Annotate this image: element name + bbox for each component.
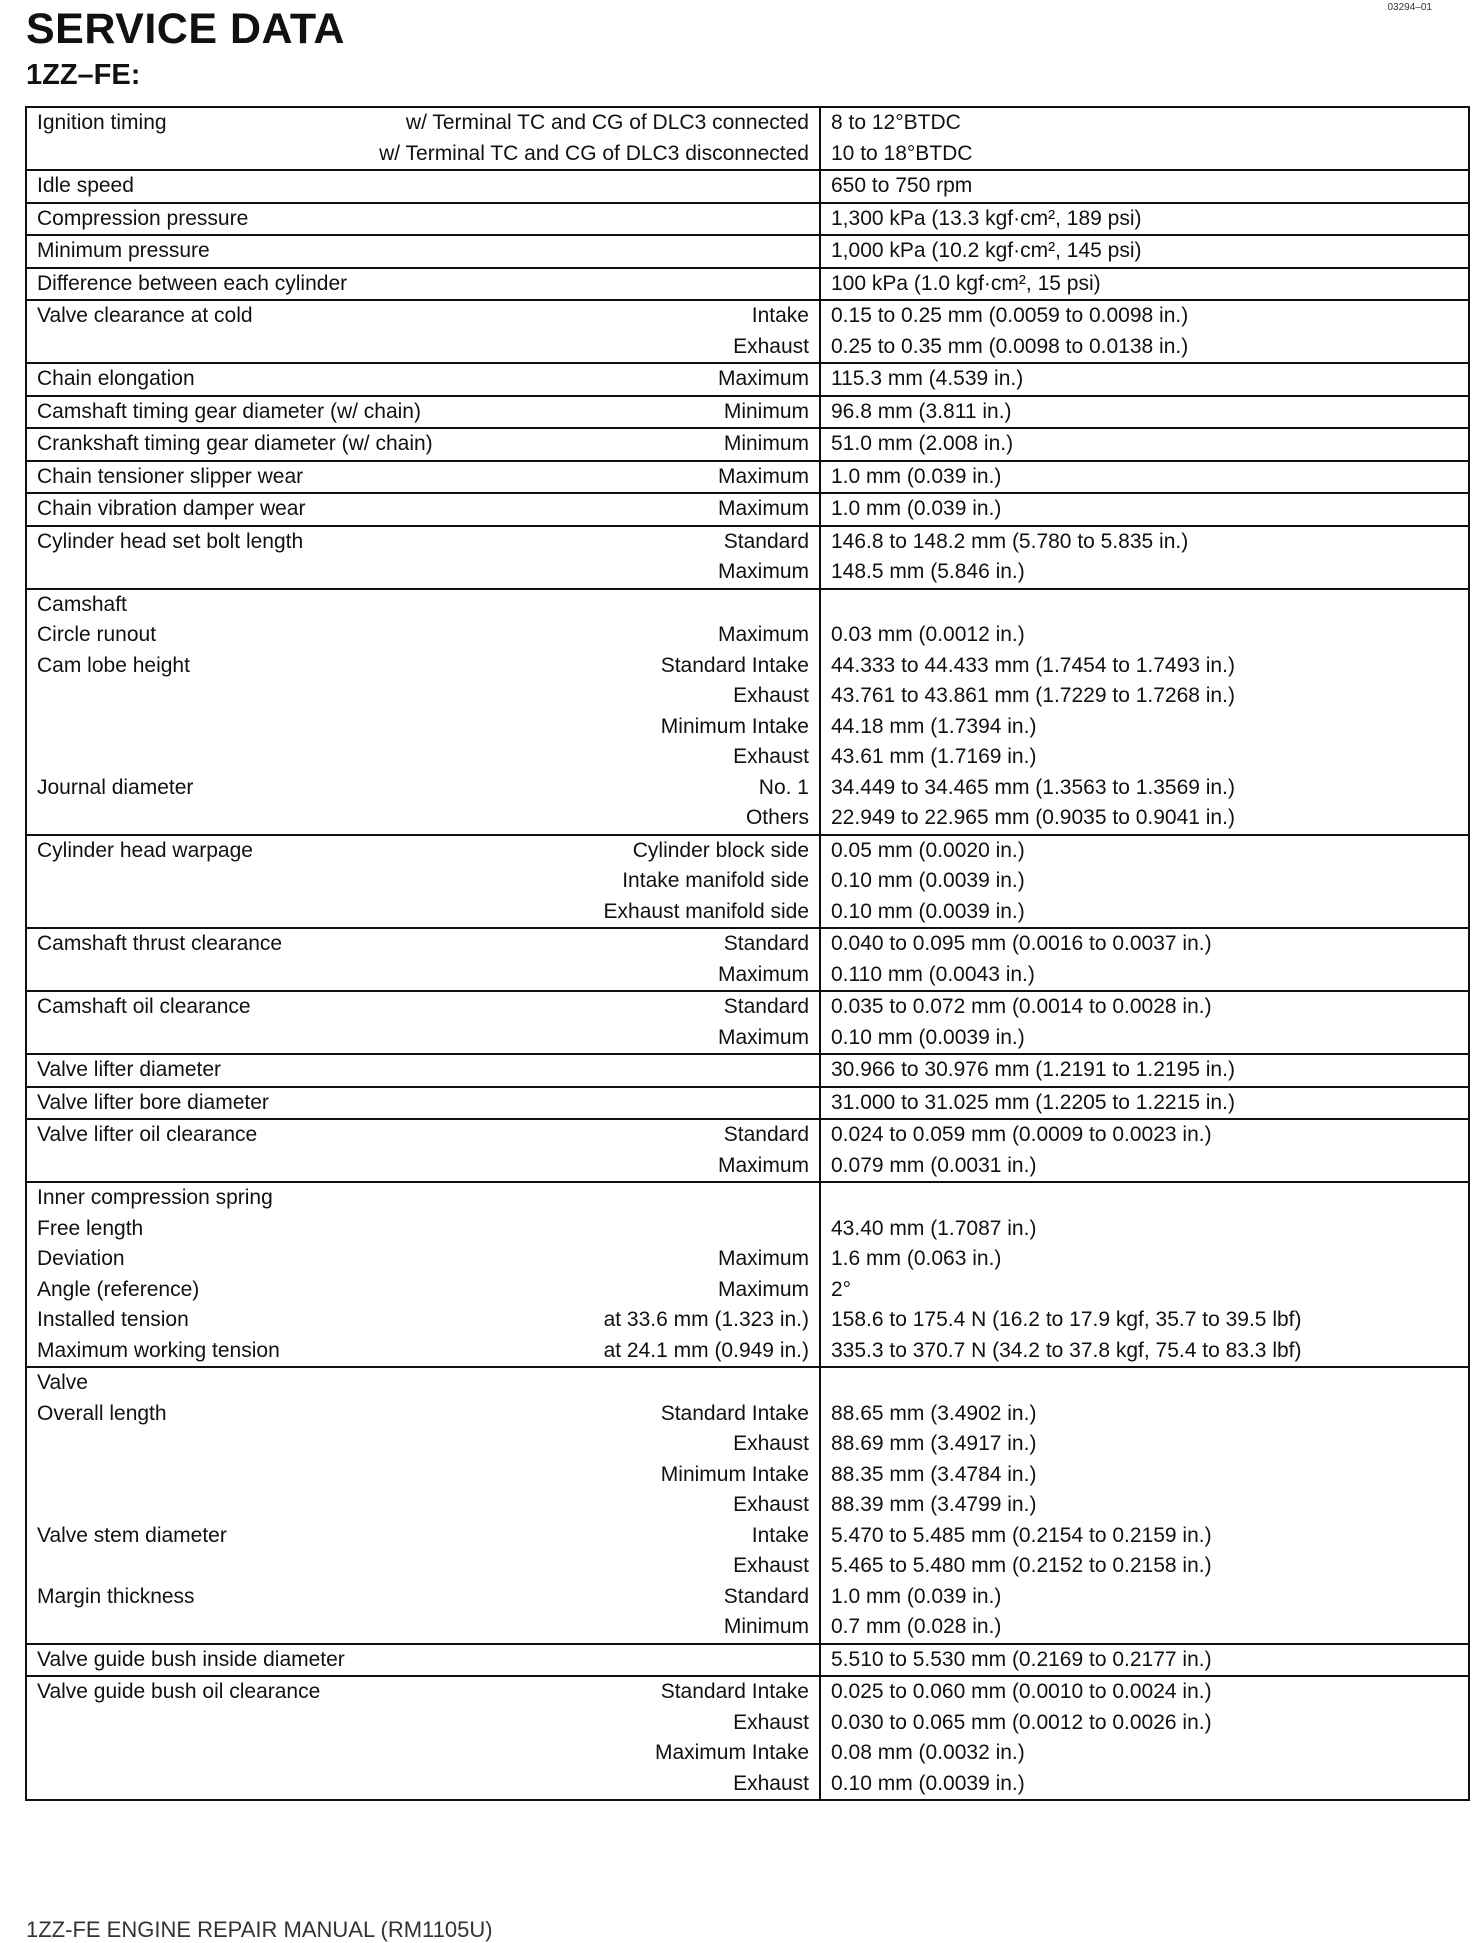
spec-condition: Intake manifold side (622, 869, 809, 892)
spec-value: 1.6 mm (0.063 in.) (831, 1247, 1002, 1270)
spec-value (831, 1183, 1458, 1214)
spec-item-cell (26, 107, 820, 170)
spec-value-cell (820, 1182, 1469, 1367)
spec-label: Maximum working tension (37, 1338, 280, 1362)
spec-value: 44.18 mm (1.7394 in.) (831, 714, 1037, 738)
spec-line (37, 742, 809, 773)
spec-condition: Maximum (717, 560, 809, 583)
spec-condition: at 33.6 mm (1.323 in.) (603, 1308, 809, 1331)
spec-value-cell (820, 203, 1469, 236)
spec-value: 0.7 mm (0.028 in.) (831, 1615, 1002, 1638)
spec-line (37, 1429, 809, 1460)
spec-row (26, 396, 1469, 429)
spec-condition: Intake (751, 304, 809, 327)
spec-row (26, 928, 1469, 991)
spec-line (37, 204, 809, 235)
spec-line (37, 803, 809, 834)
spec-value: 5.465 to 5.480 mm (0.2152 to 0.2158 in.) (831, 1554, 1212, 1577)
spec-value: 34.449 to 34.465 mm (1.3563 to 1.3569 in.) (831, 775, 1235, 799)
spec-condition: Minimum (723, 1615, 809, 1638)
spec-label: Valve stem diameter (37, 1523, 227, 1547)
spec-label: Chain elongation (37, 367, 195, 390)
spec-label: Camshaft timing gear diameter (w/ chain) (37, 399, 421, 423)
spec-condition: Maximum (717, 464, 809, 488)
spec-label: Valve lifter diameter (37, 1058, 222, 1081)
spec-value-cell (820, 1119, 1469, 1182)
spec-value: 8 to 12°BTDC (831, 111, 961, 134)
spec-value-cell (820, 1054, 1469, 1087)
spec-item-cell (26, 1054, 820, 1087)
spec-value-cell (820, 235, 1469, 268)
spec-condition: Exhaust (733, 1771, 809, 1795)
spec-line (37, 1399, 809, 1430)
spec-label: Cylinder head warpage (37, 838, 253, 862)
spec-value: 0.10 mm (0.0039 in.) (831, 869, 1025, 892)
spec-value-cell (820, 1367, 1469, 1644)
spec-label: Overall length (37, 1401, 167, 1425)
spec-label: Crankshaft timing gear diameter (w/ chain) (37, 432, 433, 455)
spec-item-cell (26, 1676, 820, 1800)
spec-condition: Maximum (717, 497, 809, 520)
spec-item-cell (26, 589, 820, 835)
spec-label: Cam lobe height (37, 653, 190, 677)
spec-value: 0.10 mm (0.0039 in.) (831, 1025, 1025, 1049)
spec-value: 88.35 mm (3.4784 in.) (831, 1462, 1037, 1486)
spec-condition: at 24.1 mm (0.949 in.) (603, 1338, 809, 1362)
spec-condition: Standard Intake (660, 653, 809, 677)
spec-condition: w/ Terminal TC and CG of DLC3 disconnected (379, 141, 809, 165)
spec-value: 0.25 to 0.35 mm (0.0098 to 0.0138 in.) (831, 334, 1189, 358)
spec-label: Chain tensioner slipper wear (37, 464, 304, 488)
spec-condition: Minimum (723, 432, 809, 455)
spec-condition: Minimum Intake (660, 1462, 809, 1486)
spec-condition: Exhaust (733, 745, 809, 768)
spec-value: 0.10 mm (0.0039 in.) (831, 899, 1025, 923)
spec-condition: Maximum (717, 623, 809, 646)
spec-line (37, 236, 809, 267)
spec-value: 158.6 to 175.4 N (16.2 to 17.9 kgf, 35.7 to 39.5 lbf) (831, 1308, 1302, 1331)
spec-value: 0.025 to 0.060 mm (0.0010 to 0.0024 in.) (831, 1680, 1212, 1703)
spec-value-cell (820, 589, 1469, 835)
spec-value: 0.024 to 0.059 mm (0.0009 to 0.0023 in.) (831, 1123, 1212, 1146)
spec-row (26, 835, 1469, 929)
spec-item-cell (26, 1182, 820, 1367)
spec-label: Camshaft thrust clearance (37, 932, 283, 955)
spec-value-cell (820, 835, 1469, 929)
spec-value: 0.05 mm (0.0020 in.) (831, 838, 1025, 862)
page-footer: 1ZZ-FE ENGINE REPAIR MANUAL (RM1105U) (26, 1917, 493, 1942)
spec-row (26, 991, 1469, 1054)
spec-item-cell (26, 461, 820, 494)
spec-line (37, 1244, 809, 1275)
spec-item-cell (26, 170, 820, 203)
spec-condition: Maximum (717, 1277, 809, 1301)
spec-condition: Minimum Intake (660, 714, 809, 738)
spec-line (37, 992, 809, 1023)
spec-label: Valve guide bush oil clearance (37, 1680, 321, 1703)
spec-row (26, 1119, 1469, 1182)
spec-condition: Minimum (723, 399, 809, 423)
spec-value-cell (820, 991, 1469, 1054)
page-title: SERVICE DATA (26, 5, 345, 53)
spec-condition: Exhaust (733, 684, 809, 707)
spec-row (26, 170, 1469, 203)
spec-line (37, 681, 809, 712)
spec-row (26, 300, 1469, 363)
spec-line (37, 1521, 809, 1552)
spec-line (37, 301, 809, 332)
spec-condition: Standard (723, 995, 809, 1018)
spec-value: 0.110 mm (0.0043 in.) (831, 962, 1035, 986)
spec-row (26, 268, 1469, 301)
spec-line (37, 1769, 809, 1800)
spec-line (37, 108, 809, 139)
spec-line (37, 773, 809, 804)
spec-line (37, 364, 809, 395)
spec-value: 10 to 18°BTDC (831, 141, 973, 165)
spec-value: 22.949 to 22.965 mm (0.9035 to 0.9041 in.) (831, 806, 1235, 829)
spec-condition: Cylinder block side (632, 838, 809, 862)
spec-condition: Maximum (717, 1153, 809, 1177)
spec-value: 148.5 mm (5.846 in.) (831, 560, 1025, 583)
spec-value: 115.3 mm (4.539 in.) (831, 367, 1024, 390)
spec-row (26, 1676, 1469, 1800)
spec-value-cell (820, 526, 1469, 589)
spec-value: 1.0 mm (0.039 in.) (831, 1584, 1002, 1608)
spec-value: 100 kPa (1.0 kgf·cm², 15 psi) (831, 271, 1101, 295)
spec-value: 1,300 kPa (13.3 kgf·cm², 189 psi) (831, 206, 1142, 230)
spec-line (37, 1708, 809, 1739)
spec-row (26, 1054, 1469, 1087)
spec-value: 88.69 mm (3.4917 in.) (831, 1432, 1037, 1455)
spec-item-cell (26, 526, 820, 589)
spec-line (37, 1582, 809, 1613)
spec-line (37, 1120, 809, 1151)
spec-line (37, 960, 809, 991)
spec-value: 31.000 to 31.025 mm (1.2205 to 1.2215 in.) (831, 1090, 1235, 1114)
spec-condition: Exhaust (733, 1710, 809, 1734)
spec-item-cell (26, 1367, 820, 1644)
spec-line (37, 1460, 809, 1491)
spec-row (26, 461, 1469, 494)
spec-value: 5.510 to 5.530 mm (0.2169 to 0.2177 in.) (831, 1647, 1212, 1671)
spec-line (37, 1677, 809, 1708)
spec-value: 44.333 to 44.433 mm (1.7454 to 1.7493 in.) (831, 653, 1235, 677)
spec-condition: Maximum Intake (654, 1741, 809, 1764)
spec-value-cell (820, 170, 1469, 203)
spec-line (37, 1368, 809, 1399)
spec-value: 0.035 to 0.072 mm (0.0014 to 0.0028 in.) (831, 995, 1212, 1018)
spec-condition: Exhaust (733, 1554, 809, 1577)
spec-label: Camshaft oil clearance (37, 995, 251, 1018)
spec-label: Valve (37, 1371, 88, 1394)
spec-condition: Intake (751, 1523, 809, 1547)
spec-value (831, 1368, 1458, 1399)
spec-label: Journal diameter (37, 775, 194, 799)
spec-item-cell (26, 493, 820, 526)
spec-value-cell (820, 300, 1469, 363)
spec-value: 1,000 kPa (10.2 kgf·cm², 145 psi) (831, 239, 1142, 262)
spec-line (37, 1612, 809, 1643)
spec-row (26, 363, 1469, 396)
spec-label: Valve lifter oil clearance (37, 1123, 258, 1146)
spec-line (37, 139, 809, 170)
spec-value: 43.761 to 43.861 mm (1.7229 to 1.7268 in.) (831, 684, 1235, 707)
spec-line (37, 1305, 809, 1336)
spec-label: Difference between each cylinder (37, 271, 348, 295)
engine-subtitle: 1ZZ–FE: (26, 59, 141, 91)
spec-item-cell (26, 203, 820, 236)
spec-line (37, 1151, 809, 1182)
spec-condition: No. 1 (758, 775, 809, 799)
spec-line (37, 462, 809, 493)
spec-value: 88.39 mm (3.4799 in.) (831, 1493, 1037, 1516)
spec-value: 5.470 to 5.485 mm (0.2154 to 0.2159 in.) (831, 1523, 1212, 1547)
spec-condition: Maximum (717, 962, 809, 986)
spec-line (37, 836, 809, 867)
spec-label: Free length (37, 1216, 144, 1240)
spec-value: 43.61 mm (1.7169 in.) (831, 745, 1037, 768)
spec-row (26, 1644, 1469, 1677)
spec-line (37, 590, 809, 621)
spec-label: Margin thickness (37, 1584, 195, 1608)
spec-condition: Standard Intake (660, 1680, 809, 1703)
spec-line (37, 269, 809, 300)
spec-label: Cylinder head set bolt length (37, 529, 304, 553)
spec-label: Camshaft (37, 592, 127, 616)
spec-value-cell (820, 428, 1469, 461)
spec-line (37, 1055, 809, 1086)
spec-line (37, 1490, 809, 1521)
spec-value: 51.0 mm (2.008 in.) (831, 432, 1014, 455)
spec-row (26, 1367, 1469, 1644)
spec-value: 0.03 mm (0.0012 in.) (831, 623, 1025, 646)
spec-row (26, 107, 1469, 170)
spec-line (37, 1088, 809, 1119)
spec-line (37, 1183, 809, 1214)
spec-row (26, 589, 1469, 835)
spec-condition: Standard (723, 529, 809, 553)
spec-value-cell (820, 107, 1469, 170)
spec-line (37, 527, 809, 558)
spec-condition: Standard (723, 1123, 809, 1146)
spec-label: Valve lifter bore diameter (37, 1090, 269, 1114)
spec-value: 0.040 to 0.095 mm (0.0016 to 0.0037 in.) (831, 932, 1212, 955)
spec-label: Valve clearance at cold (37, 304, 253, 327)
spec-line (37, 620, 809, 651)
spec-line (37, 1275, 809, 1306)
document-id: 03294–01 (1387, 2, 1432, 13)
spec-line (37, 332, 809, 363)
spec-line (37, 866, 809, 897)
spec-value: 88.65 mm (3.4902 in.) (831, 1401, 1037, 1425)
spec-value: 650 to 750 rpm (831, 174, 973, 197)
spec-label: Compression pressure (37, 206, 249, 230)
spec-value: 335.3 to 370.7 N (34.2 to 37.8 kgf, 75.4 to 83.3 lbf) (831, 1338, 1302, 1362)
spec-condition: Others (745, 806, 809, 829)
spec-row (26, 235, 1469, 268)
spec-item-cell (26, 928, 820, 991)
spec-condition: Exhaust (733, 1493, 809, 1516)
spec-value: 0.030 to 0.065 mm (0.0012 to 0.0026 in.) (831, 1710, 1212, 1734)
spec-label: Inner compression spring (37, 1186, 273, 1209)
spec-row (26, 493, 1469, 526)
spec-item-cell (26, 428, 820, 461)
spec-condition: Maximum (717, 1025, 809, 1049)
spec-row (26, 1087, 1469, 1120)
spec-label: Valve guide bush inside diameter (37, 1647, 345, 1671)
spec-line (37, 651, 809, 682)
spec-line (37, 1214, 809, 1245)
spec-value: 43.40 mm (1.7087 in.) (831, 1216, 1037, 1240)
spec-value: 1.0 mm (0.039 in.) (831, 464, 1002, 488)
spec-value-cell (820, 493, 1469, 526)
spec-value: 0.08 mm (0.0032 in.) (831, 1741, 1025, 1764)
spec-item-cell (26, 268, 820, 301)
spec-item-cell (26, 991, 820, 1054)
service-data-table-body (26, 107, 1469, 1800)
spec-value-cell (820, 1644, 1469, 1677)
spec-label: Installed tension (37, 1308, 189, 1331)
spec-line (37, 429, 809, 460)
spec-item-cell (26, 300, 820, 363)
spec-value: 2° (831, 1277, 852, 1301)
spec-condition: Standard (723, 1584, 809, 1608)
spec-value: 0.10 mm (0.0039 in.) (831, 1771, 1025, 1795)
spec-condition: Exhaust (733, 334, 809, 358)
spec-value-cell (820, 1676, 1469, 1800)
spec-value: 0.079 mm (0.0031 in.) (831, 1153, 1037, 1177)
spec-condition: Exhaust (733, 1432, 809, 1455)
spec-line (37, 494, 809, 525)
spec-line (37, 397, 809, 428)
spec-item-cell (26, 835, 820, 929)
spec-label: Chain vibration damper wear (37, 497, 306, 520)
spec-item-cell (26, 1119, 820, 1182)
spec-value: 0.15 to 0.25 mm (0.0059 to 0.0098 in.) (831, 304, 1189, 327)
spec-row (26, 428, 1469, 461)
spec-condition: Maximum (717, 1247, 809, 1270)
spec-value: 1.0 mm (0.039 in.) (831, 497, 1002, 520)
spec-item-cell (26, 1644, 820, 1677)
spec-label: Deviation (37, 1247, 125, 1270)
spec-label: Ignition timing (37, 111, 167, 134)
spec-value-cell (820, 363, 1469, 396)
spec-line (37, 1023, 809, 1054)
spec-value-cell (820, 928, 1469, 991)
spec-condition: Maximum (717, 367, 809, 390)
spec-line (37, 1738, 809, 1769)
spec-row (26, 1182, 1469, 1367)
spec-condition: w/ Terminal TC and CG of DLC3 connected (405, 111, 809, 134)
spec-value-cell (820, 461, 1469, 494)
spec-value (831, 590, 1458, 621)
spec-value: 146.8 to 148.2 mm (5.780 to 5.835 in.) (831, 529, 1189, 553)
spec-label: Angle (reference) (37, 1277, 200, 1301)
spec-item-cell (26, 1087, 820, 1120)
spec-line (37, 1645, 809, 1676)
spec-item-cell (26, 235, 820, 268)
spec-label: Minimum pressure (37, 239, 210, 262)
spec-line (37, 929, 809, 960)
spec-value-cell (820, 396, 1469, 429)
spec-value: 96.8 mm (3.811 in.) (831, 399, 1012, 423)
spec-condition: Standard (723, 932, 809, 955)
spec-row (26, 526, 1469, 589)
spec-label: Idle speed (37, 174, 134, 197)
service-data-table (25, 106, 1470, 1801)
spec-line (37, 1336, 809, 1367)
spec-value: 30.966 to 30.976 mm (1.2191 to 1.2195 in.) (831, 1058, 1235, 1081)
spec-line (37, 171, 809, 202)
spec-condition: Standard Intake (660, 1401, 809, 1425)
spec-value-cell (820, 268, 1469, 301)
spec-line (37, 897, 809, 928)
spec-line (37, 712, 809, 743)
spec-value-cell (820, 1087, 1469, 1120)
spec-item-cell (26, 396, 820, 429)
spec-line (37, 557, 809, 588)
spec-line (37, 1551, 809, 1582)
spec-condition: Exhaust manifold side (603, 899, 809, 923)
spec-item-cell (26, 363, 820, 396)
spec-label: Circle runout (37, 623, 157, 646)
spec-row (26, 203, 1469, 236)
